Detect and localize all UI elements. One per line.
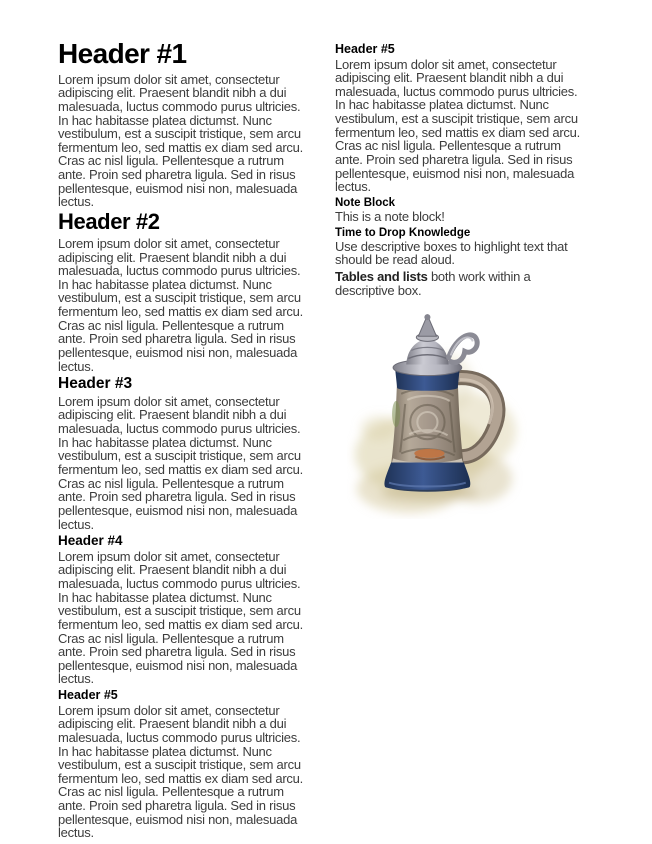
- section-paragraph-5: Lorem ipsum dolor sit amet, consectetur adipiscing elit. Praesent blandit nibh a dui malesuada, luctus commodo purus ultricies. In hac habitasse platea dictumst. Nunc vestibulum, est a suscipit tristique, sem arcu fermentum leo, sed mattis ex diam sed arcu. Cras ac nisl ligula. Pellentesque a rutrum ante. Proin sed pharetra ligula. Sed in risus pellentesque, euismod nisi non, malesuada lectus.: [58, 702, 304, 841]
- stein-lid: [393, 314, 462, 376]
- knowledge-block-text: Use descriptive boxes to highlight text that should be read aloud.: [335, 238, 568, 268]
- section-paragraph-5-right: Lorem ipsum dolor sit amet, consectetur adipiscing elit. Praesent blandit nibh a dui malesuada, luctus commodo purus ultricies. In hac habitasse platea dictumst. Nunc vestibulum, est a suscipit tristique, sem arcu fermentum leo, sed mattis ex diam sed arcu. Cras ac nisl ligula. Pellentesque a rutrum ante. Proin sed pharetra ligula. Sed in risus pellentesque, euismod nisi non, malesuada lectus.: [335, 56, 581, 195]
- left-column: [58, 38, 310, 843]
- note-block-heading: Note Block: [335, 196, 396, 209]
- section-paragraph-3: Lorem ipsum dolor sit amet, consectetur adipiscing elit. Praesent blandit nibh a dui malesuada, luctus commodo purus ultricies. In hac habitasse platea dictumst. Nunc vestibulum, est a suscipit tristique, sem arcu fermentum leo, sed mattis ex diam sed arcu. Cras ac nisl ligula. Pellentesque a rutrum ante. Proin sed pharetra ligula. Sed in risus pellentesque, euismod nisi non, malesuada lectus.: [58, 393, 304, 532]
- tables-lists-bold-lead: Tables and lists: [335, 268, 428, 284]
- section-heading-5: Header #5: [58, 688, 118, 703]
- green-accent: [392, 401, 400, 427]
- beer-stein-svg: [347, 305, 527, 519]
- orange-accent: [414, 449, 444, 458]
- stein-base: [384, 459, 470, 492]
- tables-lists-text: [335, 270, 587, 297]
- section-heading-3: Header #3: [58, 375, 133, 393]
- section-paragraph-4: Lorem ipsum dolor sit amet, consectetur adipiscing elit. Praesent blandit nibh a dui malesuada, luctus commodo purus ultricies. In hac habitasse platea dictumst. Nunc vestibulum, est a suscipit tristique, sem arcu fermentum leo, sed mattis ex diam sed arcu. Cras ac nisl ligula. Pellentesque a rutrum ante. Proin sed pharetra ligula. Sed in risus pellentesque, euismod nisi non, malesuada lectus.: [58, 548, 304, 687]
- section-heading-2: Header #2: [58, 209, 160, 234]
- right-column: [335, 41, 587, 843]
- note-block-text: This is a note block!: [335, 208, 445, 224]
- knowledge-block-heading: Time to Drop Knowledge: [335, 226, 471, 239]
- section-heading-5-right: Header #5: [335, 42, 395, 56]
- section-heading-4: Header #4: [58, 533, 123, 549]
- section-heading-1: Header #1: [58, 38, 187, 69]
- beer-stein-illustration: [347, 305, 527, 519]
- tables-lists-rest: both work within a descriptive box.: [335, 268, 531, 298]
- section-paragraph-1: Lorem ipsum dolor sit amet, consectetur adipiscing elit. Praesent blandit nibh a dui malesuada, luctus commodo purus ultricies. In hac habitasse platea dictumst. Nunc vestibulum, est a suscipit tristique, sem arcu fermentum leo, sed mattis ex diam sed arcu. Cras ac nisl ligula. Pellentesque a rutrum ante. Proin sed pharetra ligula. Sed in risus pellentesque, euismod nisi non, malesuada lectus.: [58, 71, 304, 210]
- section-paragraph-2: Lorem ipsum dolor sit amet, consectetur adipiscing elit. Praesent blandit nibh a dui malesuada, luctus commodo purus ultricies. In hac habitasse platea dictumst. Nunc vestibulum, est a suscipit tristique, sem arcu fermentum leo, sed mattis ex diam sed arcu. Cras ac nisl ligula. Pellentesque a rutrum ante. Proin sed pharetra ligula. Sed in risus pellentesque, euismod nisi non, malesuada lectus.: [58, 235, 304, 374]
